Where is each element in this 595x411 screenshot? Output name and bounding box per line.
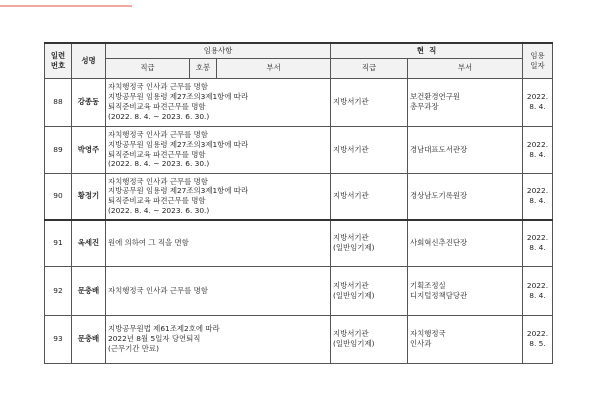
current-rank-line: 지방서기관 (333, 280, 369, 290)
person-name: 박영주 (72, 126, 106, 173)
current-rank (331, 173, 408, 220)
accent-line (0, 5, 132, 7)
appointment-details-line: 퇴직준비교육 파견근무를 명함 (108, 102, 206, 111)
current-department (408, 173, 523, 220)
header-date-line1: 임용 (530, 50, 545, 60)
serial-number: 88 (45, 78, 72, 126)
table-row (45, 315, 553, 363)
appointment-date-line: 2022. (526, 92, 549, 102)
table-row (45, 126, 553, 173)
appointment-date (523, 315, 553, 363)
current-department-line: 디지털정책담당관 (410, 290, 468, 300)
current-rank-line: 지방서기관 (333, 191, 369, 201)
current-rank (331, 266, 408, 315)
current-department-line: 인사과 (410, 339, 432, 348)
current-rank (331, 126, 408, 173)
appointment-details-line: (2022. 8. 4. ~ 2023. 6. 30.) (108, 159, 210, 169)
serial-number: 91 (45, 220, 72, 266)
appointment-date-line: 8. 4. (529, 196, 546, 206)
appointment-details-line: (근무기간 만료) (108, 343, 159, 353)
appointment-details-line: 퇴직준비교육 파견근무를 명함 (108, 196, 206, 206)
current-department-line: 경상남도기록원장 (410, 191, 468, 201)
appointment-details-line: 지방공무원 임용령 제27조의3제1항에 따라 (108, 139, 249, 149)
table-row (45, 266, 553, 315)
appointment-date-line: 8. 5. (529, 339, 546, 348)
current-department-line: 사회혁신추진단장 (410, 238, 468, 248)
current-rank-line: (일반임기제) (333, 339, 375, 348)
appointment-date-line: 2022. (526, 280, 549, 290)
header-serial-number (45, 43, 72, 78)
person-name: 문충배 (72, 315, 106, 363)
appointment-details-line: 자치행정국 인사과 근무를 명함 (108, 129, 208, 139)
current-department-line: 보건환경연구원 (410, 92, 460, 102)
appointment-date-line: 2022. (526, 186, 549, 196)
current-department-line: 기획조정실 (410, 280, 446, 290)
appointment-date-line: 8. 4. (529, 102, 546, 111)
current-department-line: 총무과장 (410, 102, 439, 111)
appointment-details-line: (2022. 8. 4. ~ 2023. 6. 30.) (108, 206, 210, 216)
appointment-date (523, 173, 553, 220)
table-row (45, 220, 553, 266)
current-department-line: 경남대표도서관장 (410, 144, 468, 154)
serial-number: 92 (45, 266, 72, 315)
header-current-department: 부서 (408, 58, 523, 78)
appointment-details-line: (2022. 8. 4. ~ 2023. 6. 30.) (108, 111, 210, 121)
current-department-line: 자치행정국 (410, 329, 446, 339)
current-department (408, 315, 523, 363)
appointment-date-line: 2022. (526, 139, 549, 149)
current-rank-line: 지방서기관 (333, 144, 369, 154)
table-row (45, 78, 553, 126)
current-department (408, 126, 523, 173)
current-department (408, 266, 523, 315)
current-rank-line: 지방서기관 (333, 97, 369, 107)
appointment-date (523, 126, 553, 173)
appointment-details-line: 자치행정국 인사과 근무를 명함 (108, 82, 208, 92)
appointment-date-line: 2022. (526, 233, 549, 243)
appointment-details-line: 지방공무원 임용령 제27조의3제1항에 따라 (108, 92, 249, 102)
person-name: 문충배 (72, 266, 106, 315)
header-date-line2: 일자 (530, 60, 545, 70)
appointment-details (106, 220, 331, 266)
appointment-details-line: 지방공무원 임용령 제27조의3제1항에 따라 (108, 186, 249, 196)
current-department (408, 220, 523, 266)
person-name: 황정기 (72, 173, 106, 220)
appointment-date-line: 8. 4. (529, 149, 546, 159)
serial-number: 90 (45, 173, 72, 220)
appointment-date-line: 8. 4. (529, 243, 546, 253)
serial-number: 93 (45, 315, 72, 363)
appointment-date (523, 220, 553, 266)
person-name: 강종동 (72, 78, 106, 126)
table-row (45, 173, 553, 220)
appointment-details (106, 266, 331, 315)
current-department (408, 78, 523, 126)
appointment-details-line: 퇴직준비교육 파견근무를 명함 (108, 149, 206, 159)
header-name: 성명 (72, 43, 106, 78)
appointment-date-line: 2022. (526, 329, 549, 339)
appointment-details-line: 2022년 8월 5일자 당연퇴직 (108, 334, 201, 344)
header-serial-number-line2: 번호 (50, 60, 66, 70)
appointment-details (106, 78, 331, 126)
appointment-details-line: 원에 의하여 그 직을 면함 (108, 238, 189, 248)
current-rank-line: 지방서기관 (333, 233, 369, 243)
current-rank-line: (일반임기제) (333, 243, 375, 253)
header-department: 부서 (217, 58, 331, 78)
appointment-date (523, 266, 553, 315)
appointment-details-line: 자치행정국 인사과 근무를 명함 (108, 176, 208, 186)
appointment-details (106, 315, 331, 363)
current-rank-line: 지방서기관 (333, 329, 369, 339)
serial-number: 89 (45, 126, 72, 173)
header-appointment-date (523, 43, 553, 78)
header-rank: 직급 (106, 58, 190, 78)
header-serial-number-line1: 일련 (50, 50, 66, 60)
appointment-details-line: 지방공무원법 제61조제2호에 따라 (108, 324, 220, 334)
header-current-rank: 직급 (331, 58, 408, 78)
appointment-table (44, 42, 553, 364)
header-appointment-group: 임용사항 (106, 43, 331, 58)
appointment-details-line: 자치행정국 인사과 근무를 명함 (108, 285, 208, 295)
current-rank (331, 315, 408, 363)
appointment-date-line: 8. 4. (529, 290, 546, 300)
current-rank (331, 220, 408, 266)
header-grade: 호봉 (190, 58, 217, 78)
person-name: 옥세진 (72, 220, 106, 266)
current-rank-line: (일반임기제) (333, 290, 375, 300)
appointment-details (106, 173, 331, 220)
appointment-details (106, 126, 331, 173)
current-rank (331, 78, 408, 126)
header-current-position-group: 현 직 (331, 43, 523, 58)
appointment-date (523, 78, 553, 126)
